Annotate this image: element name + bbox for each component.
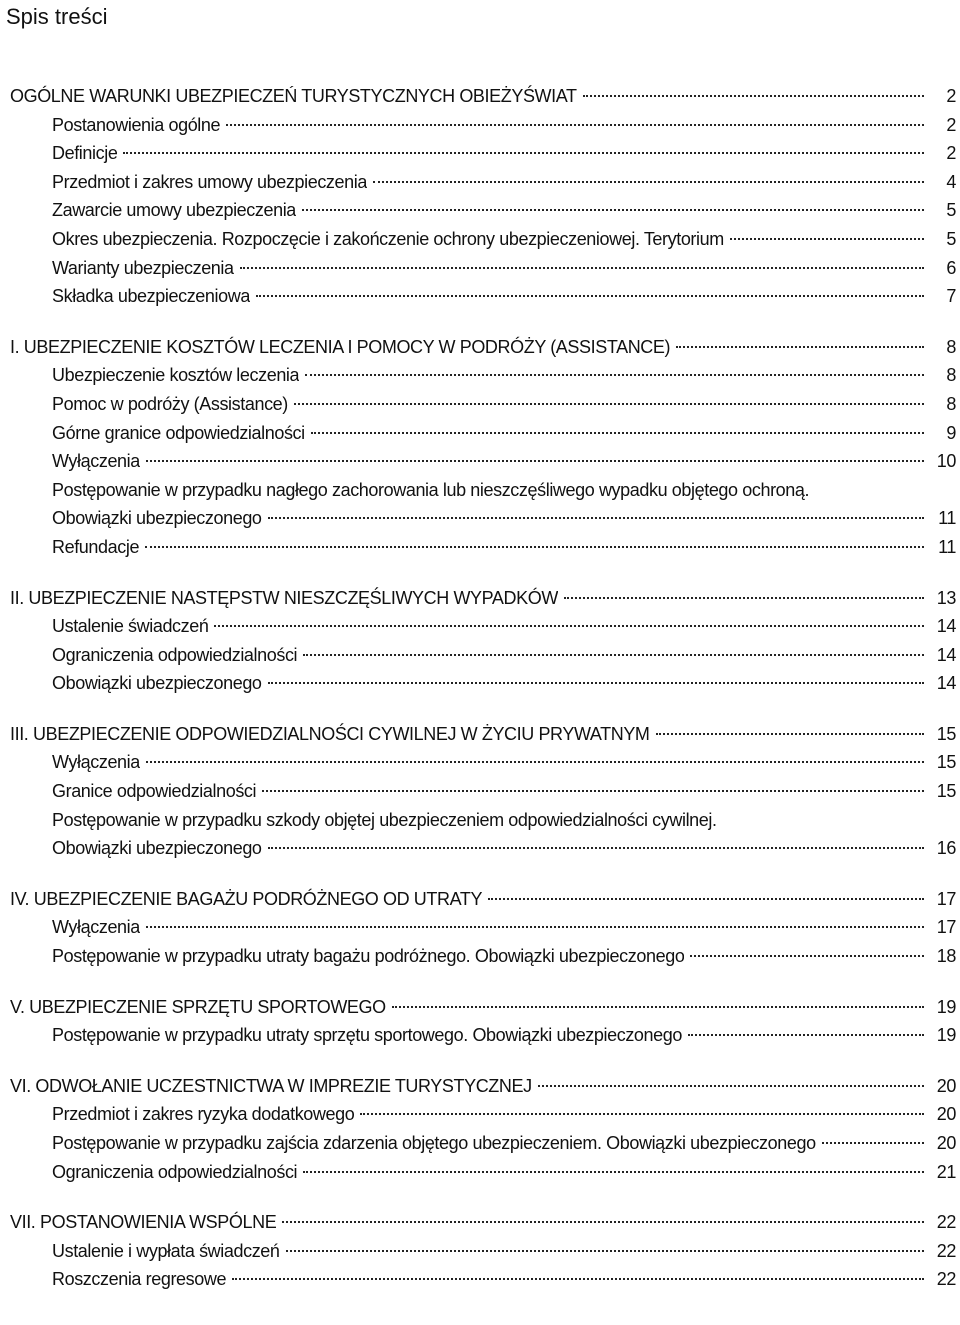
dot-leader bbox=[488, 898, 924, 900]
toc-entry[interactable] bbox=[10, 254, 956, 283]
page-number: 16 bbox=[936, 838, 956, 859]
dot-leader bbox=[303, 1171, 924, 1173]
entry-title: VI. ODWOŁANIE UCZESTNICTWA W IMPREZIE TURYSTYCZNEJ bbox=[10, 1075, 532, 1096]
dot-leader bbox=[226, 124, 924, 126]
toc-section-heading[interactable] bbox=[10, 333, 956, 362]
entry-title: Roszczenia regresowe bbox=[52, 1269, 227, 1290]
entry-title: Ubezpieczenie kosztów leczenia bbox=[52, 365, 300, 386]
toc-entry[interactable] bbox=[10, 282, 956, 311]
entry-title: Ograniczenia odpowiedzialności bbox=[52, 644, 298, 665]
page-number: 17 bbox=[936, 917, 956, 938]
page-number: 10 bbox=[936, 451, 956, 472]
page-number: 6 bbox=[946, 257, 956, 278]
entry-title: Postępowanie w przypadku utraty bagażu podróżnego. Obowiązki ubezpieczonego bbox=[52, 946, 685, 967]
page-number: 15 bbox=[936, 781, 956, 802]
toc-entry[interactable] bbox=[10, 476, 956, 505]
toc-entry[interactable] bbox=[10, 806, 956, 835]
dot-leader bbox=[286, 1250, 924, 1252]
dot-leader bbox=[146, 761, 924, 763]
toc-entry[interactable] bbox=[10, 913, 956, 942]
entry-title: Składka ubezpieczeniowa bbox=[52, 286, 250, 307]
entry-title: Pomoc w podróży (Assistance) bbox=[52, 393, 288, 414]
dot-leader bbox=[303, 654, 924, 656]
dot-leader bbox=[268, 682, 924, 684]
toc-section bbox=[10, 1208, 956, 1294]
entry-title: Definicje bbox=[52, 143, 118, 164]
page-number: 14 bbox=[936, 673, 956, 694]
toc-entry[interactable] bbox=[10, 390, 956, 419]
toc-entry[interactable] bbox=[10, 447, 956, 476]
dot-leader bbox=[730, 238, 924, 240]
entry-title: II. UBEZPIECZENIE NASTĘPSTW NIESZCZĘŚLIWYCH WYPADKÓW bbox=[10, 587, 558, 608]
toc-entry[interactable] bbox=[10, 777, 956, 806]
page-number: 17 bbox=[936, 888, 956, 909]
toc-section-heading[interactable] bbox=[10, 993, 956, 1022]
dot-leader bbox=[538, 1085, 924, 1087]
toc-entry[interactable] bbox=[10, 834, 956, 863]
toc-section bbox=[10, 1072, 956, 1186]
dot-leader bbox=[240, 267, 924, 269]
page-number: 22 bbox=[936, 1269, 956, 1290]
dot-leader bbox=[146, 460, 924, 462]
dot-leader bbox=[282, 1221, 924, 1223]
toc-section-heading[interactable] bbox=[10, 82, 956, 111]
toc-entry[interactable] bbox=[10, 641, 956, 670]
entry-title: Obowiązki ubezpieczonego bbox=[52, 838, 262, 859]
entry-title: Zawarcie umowy ubezpieczenia bbox=[52, 200, 296, 221]
page-number: 2 bbox=[946, 143, 956, 164]
entry-title: Górne granice odpowiedzialności bbox=[52, 422, 305, 443]
page-number: 8 bbox=[946, 393, 956, 414]
toc-section bbox=[10, 584, 956, 698]
toc-entry[interactable] bbox=[10, 612, 956, 641]
page-number: 14 bbox=[936, 644, 956, 665]
toc-section bbox=[10, 333, 956, 562]
dot-leader bbox=[688, 1034, 924, 1036]
toc-entry[interactable] bbox=[10, 669, 956, 698]
dot-leader bbox=[305, 374, 924, 376]
page-number: 8 bbox=[946, 336, 956, 357]
dot-leader bbox=[373, 181, 924, 183]
dot-leader bbox=[268, 517, 924, 519]
toc-section bbox=[10, 885, 956, 971]
entry-title: Wyłączenia bbox=[52, 752, 140, 773]
toc-entry[interactable] bbox=[10, 419, 956, 448]
dot-leader bbox=[145, 546, 924, 548]
page-number: 7 bbox=[946, 286, 956, 307]
page-title: Spis treści bbox=[6, 4, 108, 29]
toc-entry[interactable] bbox=[10, 533, 956, 562]
entry-title: Przedmiot i zakres umowy ubezpieczenia bbox=[52, 171, 367, 192]
page-number: 15 bbox=[936, 752, 956, 773]
entry-title: Warianty ubezpieczenia bbox=[52, 257, 234, 278]
toc-entry[interactable] bbox=[10, 748, 956, 777]
dot-leader bbox=[676, 346, 924, 348]
page-number: 2 bbox=[946, 114, 956, 135]
page-number: 18 bbox=[936, 946, 956, 967]
entry-title: III. UBEZPIECZENIE ODPOWIEDZIALNOŚCI CYWILNEJ W ŻYCIU PRYWATNYM bbox=[10, 723, 650, 744]
dot-leader bbox=[232, 1278, 924, 1280]
toc-section-heading[interactable] bbox=[10, 720, 956, 749]
toc-entry[interactable] bbox=[10, 504, 956, 533]
dot-leader bbox=[583, 95, 924, 97]
page-number: 22 bbox=[936, 1240, 956, 1261]
entry-title: OGÓLNE WARUNKI UBEZPIECZEŃ TURYSTYCZNYCH OBIEŻYŚWIAT bbox=[10, 86, 577, 106]
dot-leader bbox=[262, 790, 924, 792]
entry-title: Okres ubezpieczenia. Rozpoczęcie i zakończenie ochrony ubezpieczeniowej. Terytorium bbox=[52, 228, 724, 249]
toc-entry[interactable] bbox=[10, 1021, 956, 1050]
entry-title: Refundacje bbox=[52, 536, 140, 557]
page-number: 8 bbox=[946, 365, 956, 386]
toc-entry[interactable] bbox=[10, 1100, 956, 1129]
toc-entry[interactable] bbox=[10, 111, 956, 140]
dot-leader bbox=[123, 152, 924, 154]
dot-leader bbox=[214, 625, 924, 627]
page-number: 15 bbox=[936, 723, 956, 744]
entry-title: Obowiązki ubezpieczonego bbox=[52, 673, 262, 694]
table-of-contents bbox=[10, 82, 956, 1316]
page-number: 4 bbox=[946, 171, 956, 192]
page-number: 20 bbox=[936, 1075, 956, 1096]
toc-entry[interactable] bbox=[10, 1265, 956, 1294]
dot-leader bbox=[256, 295, 924, 297]
dot-leader bbox=[268, 847, 924, 849]
toc-section-heading[interactable] bbox=[10, 1072, 956, 1101]
toc-section bbox=[10, 720, 956, 863]
entry-title: Postępowanie w przypadku utraty sprzętu sportowego. Obowiązki ubezpieczonego bbox=[52, 1025, 682, 1046]
page-number: 11 bbox=[938, 536, 956, 557]
toc-entry[interactable] bbox=[10, 361, 956, 390]
page-number: 21 bbox=[936, 1161, 956, 1182]
dot-leader bbox=[690, 955, 924, 957]
page-number: 5 bbox=[946, 200, 956, 221]
dot-leader bbox=[294, 403, 924, 405]
toc-entry[interactable] bbox=[10, 942, 956, 971]
page-number: 2 bbox=[946, 86, 956, 106]
toc-section bbox=[10, 993, 956, 1050]
toc-section-heading[interactable] bbox=[10, 885, 956, 914]
dot-leader bbox=[564, 597, 924, 599]
dot-leader bbox=[311, 432, 924, 434]
page-number: 9 bbox=[946, 422, 956, 443]
entry-title: Obowiązki ubezpieczonego bbox=[52, 508, 262, 529]
page-number: 14 bbox=[936, 616, 956, 637]
toc-entry[interactable] bbox=[10, 196, 956, 225]
entry-title: Postanowienia ogólne bbox=[52, 114, 221, 135]
page-number: 19 bbox=[936, 1025, 956, 1046]
page-number: 13 bbox=[936, 587, 956, 608]
dot-leader bbox=[146, 926, 924, 928]
entry-title: Postępowanie w przypadku szkody objętej ubezpieczeniem odpowiedzialności cywilnej. bbox=[52, 809, 717, 830]
entry-title: Ustalenie świadczeń bbox=[52, 616, 209, 637]
toc-entry[interactable] bbox=[10, 168, 956, 197]
entry-title: I. UBEZPIECZENIE KOSZTÓW LECZENIA I POMOCY W PODRÓŻY (ASSISTANCE) bbox=[10, 336, 671, 357]
toc-entry[interactable] bbox=[10, 139, 956, 168]
toc-entry[interactable] bbox=[10, 225, 956, 254]
dot-leader bbox=[360, 1113, 924, 1115]
entry-title: Ograniczenia odpowiedzialności bbox=[52, 1161, 298, 1182]
entry-title: Wyłączenia bbox=[52, 917, 140, 938]
page-number: 5 bbox=[946, 228, 956, 249]
page-number: 20 bbox=[936, 1104, 956, 1125]
toc-section-heading[interactable] bbox=[10, 584, 956, 613]
dot-leader bbox=[656, 733, 924, 735]
entry-title: IV. UBEZPIECZENIE BAGAŻU PODRÓŻNEGO OD UTRATY bbox=[10, 888, 483, 909]
entry-title: Wyłączenia bbox=[52, 451, 140, 472]
toc-entry[interactable] bbox=[10, 1158, 956, 1187]
page-number: 20 bbox=[936, 1133, 956, 1153]
toc-entry[interactable] bbox=[10, 1237, 956, 1266]
toc-section-heading[interactable] bbox=[10, 1208, 956, 1237]
entry-title: Ustalenie i wypłata świadczeń bbox=[52, 1240, 280, 1261]
entry-title: Postępowanie w przypadku zajścia zdarzenia objętego ubezpieczeniem. Obowiązki ubezpieczonego bbox=[52, 1133, 816, 1153]
entry-title: Przedmiot i zakres ryzyka dodatkowego bbox=[52, 1104, 355, 1125]
page-number: 19 bbox=[936, 996, 956, 1017]
entry-title: Postępowanie w przypadku nagłego zachorowania lub nieszczęśliwego wypadku objętego ochroną. bbox=[52, 479, 810, 500]
dot-leader bbox=[822, 1142, 924, 1144]
page-number: 22 bbox=[936, 1212, 956, 1233]
entry-title: V. UBEZPIECZENIE SPRZĘTU SPORTOWEGO bbox=[10, 996, 386, 1017]
entry-title: Granice odpowiedzialności bbox=[52, 781, 257, 802]
page-number: 11 bbox=[938, 508, 956, 529]
entry-title: VII. POSTANOWIENIA WSPÓLNE bbox=[10, 1212, 277, 1233]
dot-leader bbox=[302, 209, 924, 211]
toc-section bbox=[10, 82, 956, 311]
dot-leader bbox=[392, 1006, 924, 1008]
toc-entry[interactable] bbox=[10, 1129, 956, 1158]
